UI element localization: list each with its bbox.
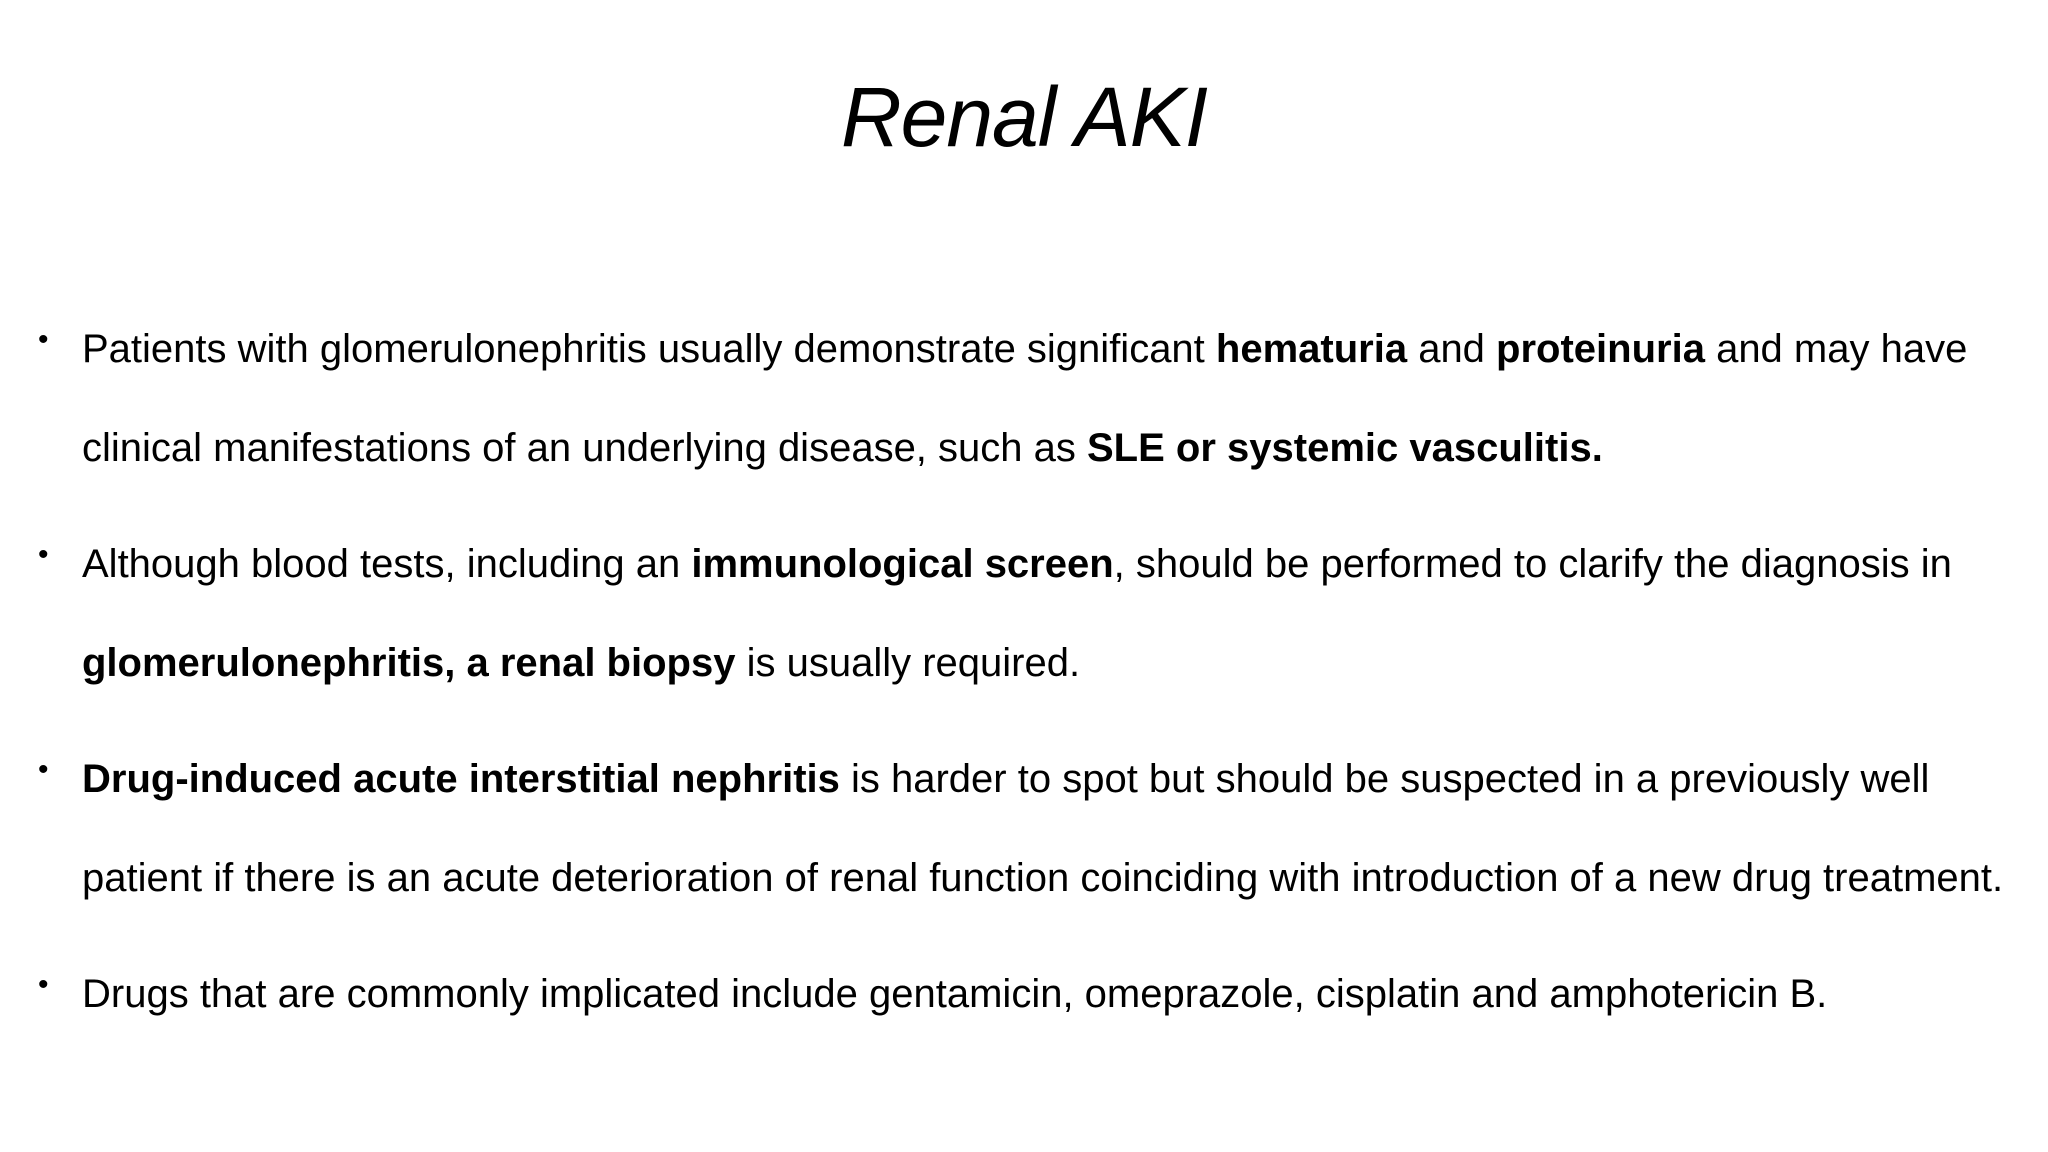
bullet-dot-icon: • (38, 323, 49, 356)
bullet-text (82, 542, 1952, 685)
text-segment: and (1407, 327, 1497, 371)
bullet-text (82, 972, 1827, 1016)
bullet-text (82, 757, 2003, 900)
text-segment: , should be performed to clarify the diagnosis in (1113, 542, 1952, 586)
bold-text-segment: glomerulonephritis, a renal biopsy (82, 641, 736, 685)
text-segment: Although blood tests, including an (82, 542, 692, 586)
text-segment: Patients with glomerulonephritis usually demonstrate significant (82, 327, 1216, 371)
bullet-dot-icon: • (38, 753, 49, 786)
bold-text-segment: SLE or systemic vasculitis. (1087, 426, 1603, 470)
bold-text-segment: Drug-induced acute interstitial nephritis (82, 757, 840, 801)
text-segment: is harder to spot but should be suspected in a previously well patient if there is an acute deterioration of renal function coinciding with introduction of a new drug treatment. (82, 757, 2004, 900)
text-segment: Drugs that are commonly implicated include gentamicin, omeprazole, cisplatin and amphotericin B. (82, 972, 1828, 1016)
bullet-item (38, 945, 2028, 1044)
bold-text-segment: hematuria (1215, 327, 1408, 371)
text-segment: and may have clinical manifestations of an underlying disease, such as (82, 327, 1968, 470)
slide-title: Renal AKI (840, 70, 1208, 164)
bold-text-segment: immunological screen (691, 542, 1114, 586)
bullet-dot-icon: • (38, 538, 49, 571)
bullet-item (38, 730, 2028, 928)
bullet-dot-icon: • (38, 968, 49, 1001)
bold-text-segment: proteinuria (1496, 327, 1705, 371)
bullet-item (38, 515, 2028, 713)
bullet-text (82, 327, 1967, 470)
text-segment: is usually required. (735, 641, 1081, 685)
bullet-item (38, 300, 2028, 498)
bullet-list (38, 300, 2028, 1044)
